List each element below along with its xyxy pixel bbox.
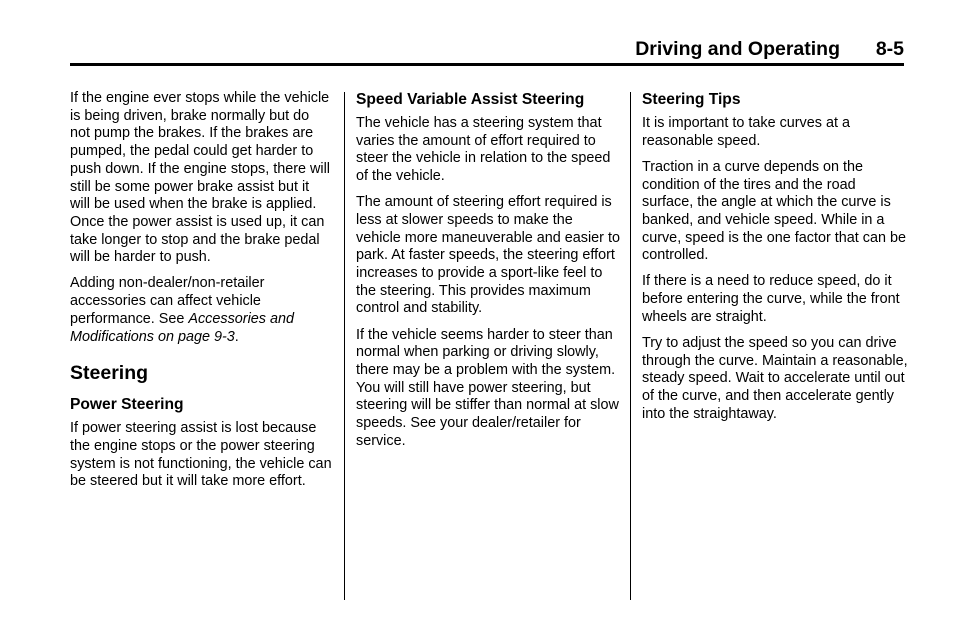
paragraph-harder-to-steer: If the vehicle seems harder to steer than normal when parking or driving slowly, there may be a problem with the system. You will still have power steering, but steering will be stiffer than normal at slow speeds. See your dealer/retailer for service. [356,326,619,449]
page-header [70,38,904,64]
accessories-reference: Accessories and Modifications on page 9-3 [70,310,294,345]
subheading-speed-variable: Speed Variable Assist Steering [356,91,585,108]
paragraph-accessories [70,275,332,346]
paragraph-traction: Traction in a curve depends on the condition of the tires and the road surface, the angle at which the curve is banked, and vehicle speed. While in a curve, speed is the one factor that can be controlled. [642,158,906,264]
paragraph-power-steering: If power steering assist is lost because the engine stops or the power steering system is not functioning, the vehicle can be steered but it will take more effort. [70,420,332,490]
page-number: 8-5 [875,38,904,60]
subheading-power-steering: Power Steering [70,396,184,414]
accessories-text: Adding non-dealer/non-retailer accessories can affect vehicle performance. See [70,275,265,327]
accessories-end: . [234,328,239,345]
paragraph-reduce-speed: If there is a need to reduce speed, do it before entering the curve, while the front wheels are straight. [642,273,900,325]
header-title: Driving and Operating [635,38,840,60]
column-1 [70,90,332,499]
section-title-steering: Steering [70,362,149,385]
column-divider-2 [630,92,631,600]
paragraph-curves: It is important to take curves at a reasonable speed. [642,115,850,149]
paragraph-steering-effort: The amount of steering effort required is less at slower speeds to make the vehicle more maneuverable and easier to park. At faster speeds, the steering effort increases to provide a sport-like feel to the steering. This provides maximum control and stability. [356,194,620,317]
column-3 [642,90,908,432]
column-divider-1 [344,92,345,600]
column-2 [356,90,620,459]
header-rule [70,63,904,66]
paragraph-adjust-speed: Try to adjust the speed so you can drive through the curve. Maintain a reasonable, steady speed. Wait to accelerate until out of the curve, and then accelerate gently into the straightaway. [642,334,908,422]
paragraph-steering-system: The vehicle has a steering system that varies the amount of effort required to steer the vehicle in relation to the speed of the vehicle. [356,115,611,185]
paragraph-engine-stops: If the engine ever stops while the vehicle is being driven, brake normally but do not pump the brakes. If the brakes are pumped, the pedal could get harder to push down. If the engine stops, there will still be some power brake assist but it will be used when the brake is applied. Once the power assist is used up, it can take longer to stop and the brake pedal will be harder to push. [70,90,330,266]
subheading-steering-tips: Steering Tips [642,91,741,108]
